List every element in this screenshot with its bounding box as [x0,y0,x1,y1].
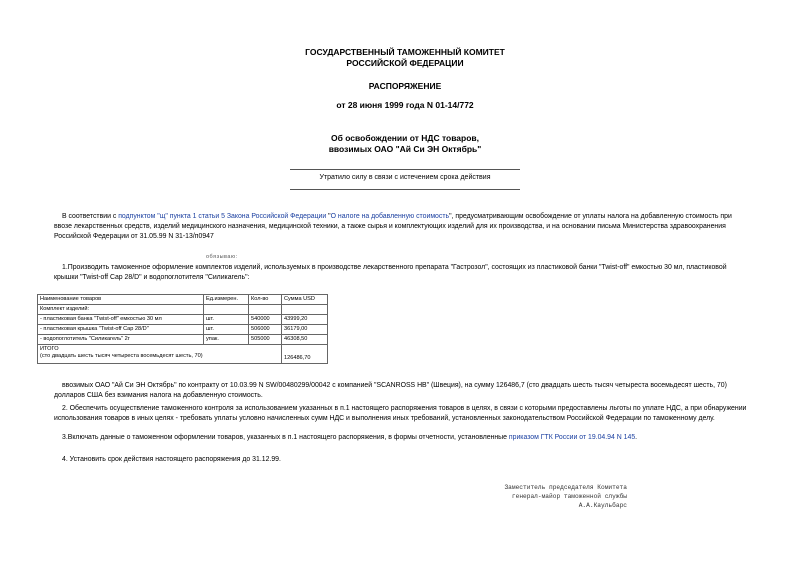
point4: 4. Установить срок действия настоящего распоряжения до 31.12.99. [62,456,281,463]
point3-text: 3.Включать данные о таможенном оформлении товаров, указанных в п.1 настоящего распоряжения, в формы отчетности, установленные [62,434,509,441]
obligate-word: обязываю: [206,254,238,260]
total-label: ИТОГО [40,346,59,352]
point2-line-1: 2. Обеспечить осуществление таможенного контроля за использованием указанных в п.1 настоящего распоряжения товаров в целях, в связи с которыми предоставлены льготы по уплате НДС, а при обнаружении [62,405,747,412]
subject-line-2: ввозимых ОАО "Ай Си ЭН Октябрь" [328,143,482,154]
preamble-line-2: ввозе лекарственных средств, изделий медицинского назначения, медицинской техники, а также сырья и комплектующих изделий для их производства, и на основании письма Министерства здравоохранения [54,223,726,230]
agency-line-2: РОССИЙСКОЙ ФЕДЕРАЦИИ [346,57,464,68]
header-cell: Сумма USD [282,295,328,305]
item-unit: шт. [204,315,249,325]
point1-line-2: крышки "Twist-off Cap 28/D" и водопоглотителя "Силикагель": [54,274,250,281]
header-cell: Кол-во [249,295,282,305]
item-qty: 505000 [249,335,282,345]
item-sum: 46308,50 [282,335,328,345]
kit-label: Комплект изделий: [38,305,204,315]
point3 [62,433,766,443]
header-cell: Наименование товаров [38,295,204,305]
item-unit: шт. [204,325,249,335]
doc-subject [260,133,550,154]
table-row [38,335,328,345]
doc-type: РАСПОРЯЖЕНИЕ [368,81,442,91]
item-qty: 540000 [249,315,282,325]
divider-bottom [290,189,520,190]
preamble-text-2: " [326,213,331,220]
item-name: - пластиковая банка "Twist-off" емкостью 30 мл [38,315,204,325]
item-name: - водопоглотитель "Силикагель" 2г [38,335,204,345]
point3-end: . [635,434,638,441]
total-words: (сто двадцать шесть тысяч четыреста восемьдесят шесть, 70) [40,353,203,359]
total-cell [38,345,282,364]
item-name: - пластиковая крышка "Twist-off Cap 28/D" [38,325,204,335]
signature-line-1: Заместитель председателя Комитета [504,484,627,491]
table-total-row [38,345,328,364]
preamble-line-1 [62,212,766,222]
table-row [38,305,328,315]
goods-table [37,294,328,364]
preamble-text-1: В соответствии с [62,213,119,220]
signature-block [504,484,627,510]
divider-top [290,169,520,170]
agency-line-1: ГОСУДАРСТВЕННЫЙ ТАМОЖЕННЫЙ КОМИТЕТ [305,47,505,57]
agency-name [260,47,550,68]
vat-law-link[interactable]: О налоге на добавленную стоимость [330,213,450,220]
item-sum: 43999,20 [282,315,328,325]
doc-date: от 28 июня 1999 года N 01-14/772 [336,100,474,110]
after-table-line-2: долларов США без взимания налога на добавленную стоимость. [54,392,263,399]
order-145-link[interactable]: приказом ГТК России от 19.04.94 N 145 [508,434,636,441]
table-row [38,325,328,335]
table-row [38,315,328,325]
status-note: Утратило силу в связи с истечением срока действия [319,174,491,181]
item-sum: 36179,00 [282,325,328,335]
table-header-row [38,295,328,305]
total-value: 126486,70 [282,345,328,364]
item-qty: 506000 [249,325,282,335]
item-unit: упак. [204,335,249,345]
signature-line-2: генерал-майор таможенной службы [511,492,627,500]
signature-line-3: А.А.Каульбарс [578,501,627,509]
point1-line-1: 1.Производить таможенное оформление комплектов изделий, используемых в производстве лекарственного препарата "Гастрозол", состоящих из пластиковой банки "Twist-off" емкостью 30 мл, пластиковой [62,264,727,271]
after-table-line-1: ввозимых ОАО "Ай Си ЭН Октябрь" по контракту от 10.03.99 N SW/00480299/00042 с компанией "SCANROSS HB" (Швеция), на сумму 126486,7 (сто двадцать шесть тысяч четыреста восемьдесят шесть, 70) [62,382,727,389]
preamble-text-3: ", предусматривающим освобождение от уплаты налога на добавленную стоимость при [449,213,732,220]
preamble-line-3: Российской Федерации от 31.05.99 N 31-13/п0947 [54,233,214,240]
subject-line-1: Об освобождении от НДС товаров, [330,133,479,143]
header-cell: Ед.измерен. [204,295,249,305]
point2-line-2: использования товаров в иных целях - требовать уплаты условно начисленных сумм НДС и выполнения иных требований, установленных законодательством Российской Федерации по таможенному делу. [54,415,715,422]
law-article-link[interactable]: подпунктом "щ" пункта 1 статьи 5 Закона Российской Федерации [118,213,327,220]
